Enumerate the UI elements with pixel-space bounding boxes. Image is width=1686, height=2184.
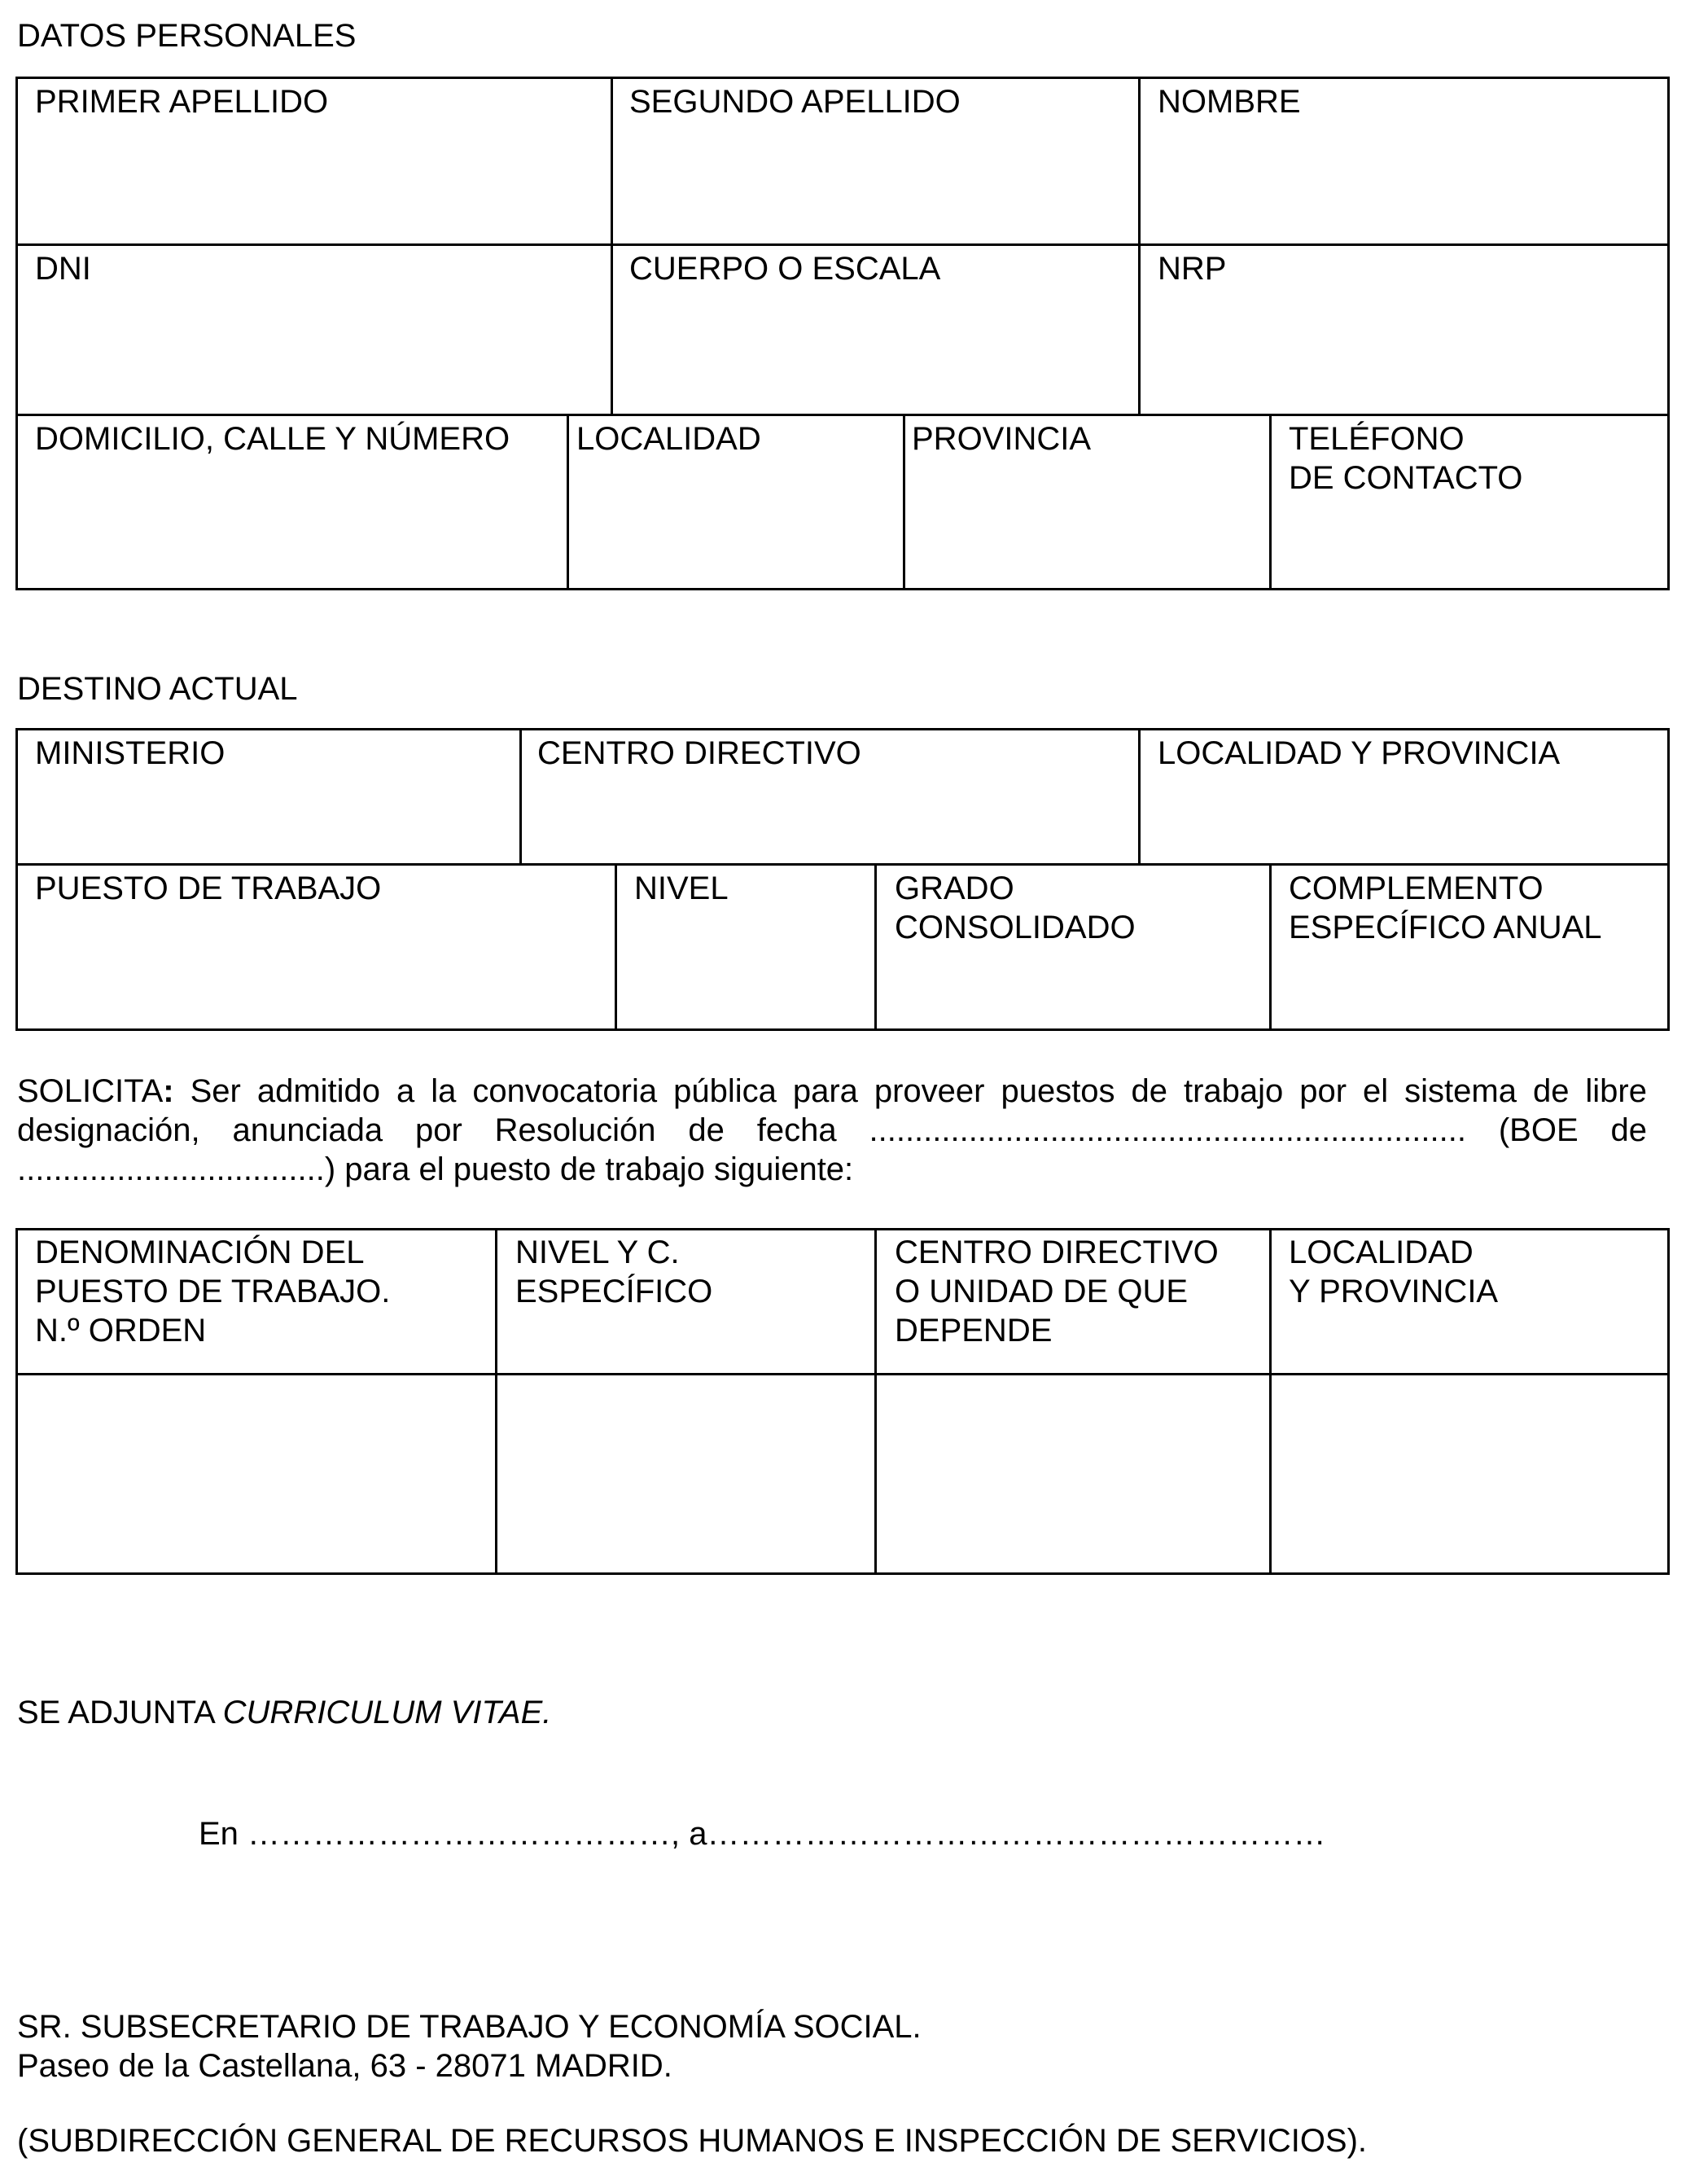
telefono-field[interactable]: [1272, 416, 1667, 588]
localidad-provincia-input-cell[interactable]: [1272, 1375, 1667, 1572]
complemento-field[interactable]: [1272, 866, 1667, 1028]
nivel-field[interactable]: [617, 866, 874, 1028]
destinatario-line-1: SR. SUBSECRETARIO DE TRABAJO Y ECONOMÍA SOCIAL.: [17, 2009, 922, 2045]
solicita-label: SOLICITA: [17, 1073, 164, 1109]
cuerpo-escala-label: CUERPO O ESCALA: [629, 251, 941, 287]
header-centro-directivo: CENTRO DIRECTIVO O UNIDAD DE QUE DEPENDE: [895, 1235, 1219, 1349]
telefono-label: TELÉFONO DE CONTACTO: [1289, 421, 1523, 496]
primer-apellido-label: PRIMER APELLIDO: [35, 84, 329, 120]
destinatario-line-3: (SUBDIRECCIÓN GENERAL DE RECURSOS HUMANOS E INSPECCIÓN DE SERVICIOS).: [17, 2123, 1368, 2159]
nombre-field[interactable]: [1141, 79, 1667, 243]
grado-consolidado-label: GRADO CONSOLIDADO: [895, 871, 1136, 945]
nombre-label: NOMBRE: [1158, 84, 1301, 120]
localidad-provincia-label: LOCALIDAD Y PROVINCIA: [1158, 735, 1561, 771]
header-denominacion: DENOMINACIÓN DEL PUESTO DE TRABAJO. N.º ORDEN: [35, 1235, 391, 1349]
complemento-label: COMPLEMENTO ESPECÍFICO ANUAL: [1289, 871, 1602, 945]
cuerpo-escala-field[interactable]: [613, 246, 1138, 414]
destino-actual-title: DESTINO ACTUAL: [17, 671, 298, 707]
solicita-paragraph: [17, 1072, 1647, 1189]
grado-consolidado-field[interactable]: [877, 866, 1269, 1028]
provincia-label: PROVINCIA: [912, 421, 1092, 457]
solicita-line-1: [17, 1072, 1647, 1111]
localidad-label: LOCALIDAD: [576, 421, 761, 457]
datos-personales-title: DATOS PERSONALES: [17, 18, 357, 54]
solicita-line-1-text: Ser admitido a la convocatoria pública para proveer puestos de trabajo por el sistema de libre: [190, 1073, 1647, 1109]
solicita-line-2: designación, anunciada por Resolución de fecha .................................................................. (BOE de: [17, 1112, 1647, 1148]
puesto-trabajo-label: PUESTO DE TRABAJO: [35, 871, 382, 906]
adjunta-italic: CURRICULUM VITAE.: [222, 1695, 552, 1730]
dni-label: DNI: [35, 251, 91, 287]
ministerio-label: MINISTERIO: [35, 735, 226, 771]
localidad-field[interactable]: [569, 416, 903, 588]
adjunta-prefix: SE ADJUNTA: [17, 1695, 223, 1730]
provincia-field[interactable]: [905, 416, 1269, 588]
primer-apellido-field[interactable]: [18, 79, 611, 243]
solicita-line-3: ..................................) para el puesto de trabajo siguiente:: [17, 1151, 854, 1187]
centro-directivo-label: CENTRO DIRECTIVO: [537, 735, 861, 771]
domicilio-label: DOMICILIO, CALLE Y NÚMERO: [35, 421, 510, 457]
dni-field[interactable]: [18, 246, 611, 414]
segundo-apellido-field[interactable]: [613, 79, 1138, 243]
destinatario-line-2: Paseo de la Castellana, 63 - 28071 MADRID.: [17, 2048, 672, 2084]
nivel-c-input-cell[interactable]: [497, 1375, 874, 1572]
solicita-colon: :: [163, 1073, 174, 1109]
denominacion-input-cell[interactable]: [18, 1375, 495, 1572]
destinatario-block: [17, 2007, 1647, 2085]
segundo-apellido-label: SEGUNDO APELLIDO: [629, 84, 961, 120]
nrp-label: NRP: [1158, 251, 1227, 287]
nrp-field[interactable]: [1141, 246, 1667, 414]
lugar-fecha-line[interactable]: En …………………………………, a…………………………………………………: [199, 1816, 1326, 1852]
localidad-provincia-field[interactable]: [1141, 730, 1667, 863]
adjunta-line: [17, 1693, 1647, 1732]
header-localidad-provincia: LOCALIDAD Y PROVINCIA: [1289, 1235, 1499, 1309]
header-nivel-c: NIVEL Y C. ESPECÍFICO: [515, 1235, 713, 1309]
ministerio-field[interactable]: [18, 730, 519, 863]
nivel-label: NIVEL: [634, 871, 729, 906]
domicilio-field[interactable]: [18, 416, 567, 588]
puesto-trabajo-field[interactable]: [18, 866, 615, 1028]
centro-directivo-input-cell[interactable]: [877, 1375, 1269, 1572]
centro-directivo-field[interactable]: [522, 730, 1138, 863]
